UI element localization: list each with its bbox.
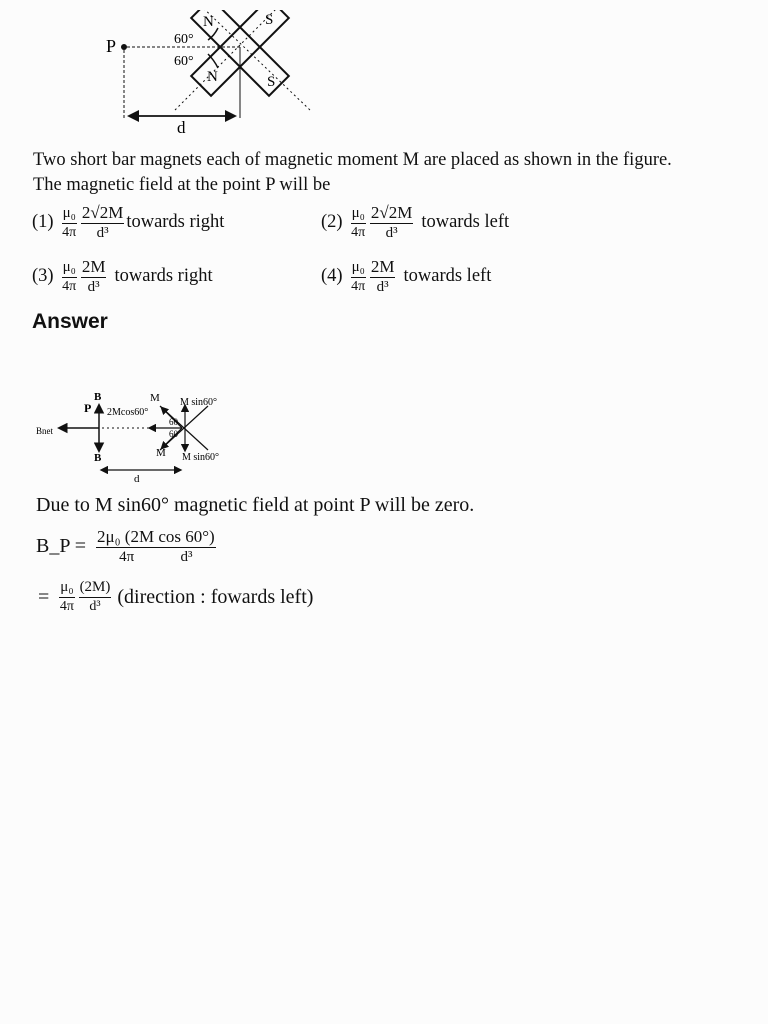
eq2-lhs: = <box>38 585 50 608</box>
magnet-axis-2 <box>200 10 310 110</box>
option-direction: towards left <box>403 266 492 286</box>
label-angle-a: 60 <box>169 417 178 427</box>
label-distance-d: d <box>177 118 186 137</box>
option-number: (1) <box>32 212 54 232</box>
eq2-term-num: (2M) <box>79 580 112 598</box>
question-line-2: The magnetic field at the point P will be <box>33 175 331 195</box>
label-m-sin-bottom: M sin60° <box>182 452 220 463</box>
eq1-lhs: B_P = <box>36 535 86 557</box>
question-figure <box>100 10 320 140</box>
eq2-coef-num: μ₀ <box>59 580 74 598</box>
coef-den: 4π <box>351 224 366 240</box>
label-m-top: M <box>150 392 160 404</box>
angle-arc-bottom <box>208 54 218 68</box>
eq2-tail: (direction : fowards left) <box>117 585 314 608</box>
answer-figure <box>30 384 250 484</box>
coef-den: 4π <box>62 224 77 240</box>
option-direction: towards left <box>421 212 510 232</box>
option-number: (2) <box>321 212 343 232</box>
option-number: (4) <box>321 266 343 286</box>
solution-line-1: Due to M sin60° magnetic field at point P will be zero. <box>36 494 475 516</box>
label-b-bottom: B <box>94 452 102 464</box>
question-text <box>33 148 743 198</box>
coef-num: μ₀ <box>351 206 366 224</box>
label-m-bottom: M <box>156 447 166 459</box>
label-angle-top: 60° <box>174 32 194 47</box>
eq1-den-right: d³ <box>180 549 193 565</box>
eq2-term-den: d³ <box>89 599 101 614</box>
option-number: (3) <box>32 266 54 286</box>
label-bnet: Bnet <box>36 426 53 436</box>
coef-num: μ₀ <box>351 260 366 278</box>
coef-num: μ₀ <box>62 206 77 224</box>
eq1-numerator: 2μ₀ (2M cos 60°) <box>97 527 215 546</box>
term-num: 2M <box>370 257 395 276</box>
label-d2: d <box>134 473 140 484</box>
question-line-1: Two short bar magnets each of magnetic moment M are placed as shown in the figure. <box>33 150 672 170</box>
equation-1 <box>36 528 218 565</box>
label-pole-s-top: S <box>265 12 274 28</box>
term-den: d³ <box>87 279 100 295</box>
term-den: d³ <box>385 225 398 241</box>
answer-heading: Answer <box>32 310 108 333</box>
term-den: d³ <box>96 225 109 241</box>
term-num: 2√2M <box>81 203 124 222</box>
coef-den: 4π <box>62 278 77 294</box>
coef-num: μ₀ <box>62 260 77 278</box>
term-num: 2√2M <box>370 203 413 222</box>
label-two-m-cos: 2Mcos60° <box>107 407 149 418</box>
label-pole-n-bottom: N <box>207 69 218 85</box>
option-2[interactable] <box>321 204 509 241</box>
option-1[interactable] <box>32 204 224 241</box>
label-p2: P <box>84 401 92 415</box>
label-angle-bottom: 60° <box>174 54 194 69</box>
eq2-coef-den: 4π <box>59 599 74 614</box>
coef-den: 4π <box>351 278 366 294</box>
eq1-den-left: 4π <box>119 549 135 565</box>
point-p-dot <box>121 44 127 50</box>
label-m-sin-top: M sin60° <box>180 397 218 408</box>
term-den: d³ <box>376 279 389 295</box>
label-b-top: B <box>94 391 102 403</box>
label-pole-s-bottom: S <box>267 74 276 90</box>
equation-2 <box>38 580 313 614</box>
term-num: 2M <box>81 257 106 276</box>
label-pole-n-top: N <box>203 14 214 30</box>
option-direction: towards right <box>126 212 225 232</box>
option-4[interactable] <box>321 258 491 295</box>
label-p: P <box>106 36 117 56</box>
option-3[interactable] <box>32 258 213 295</box>
label-angle-b: 60 <box>169 429 178 439</box>
option-direction: towards right <box>114 266 213 286</box>
